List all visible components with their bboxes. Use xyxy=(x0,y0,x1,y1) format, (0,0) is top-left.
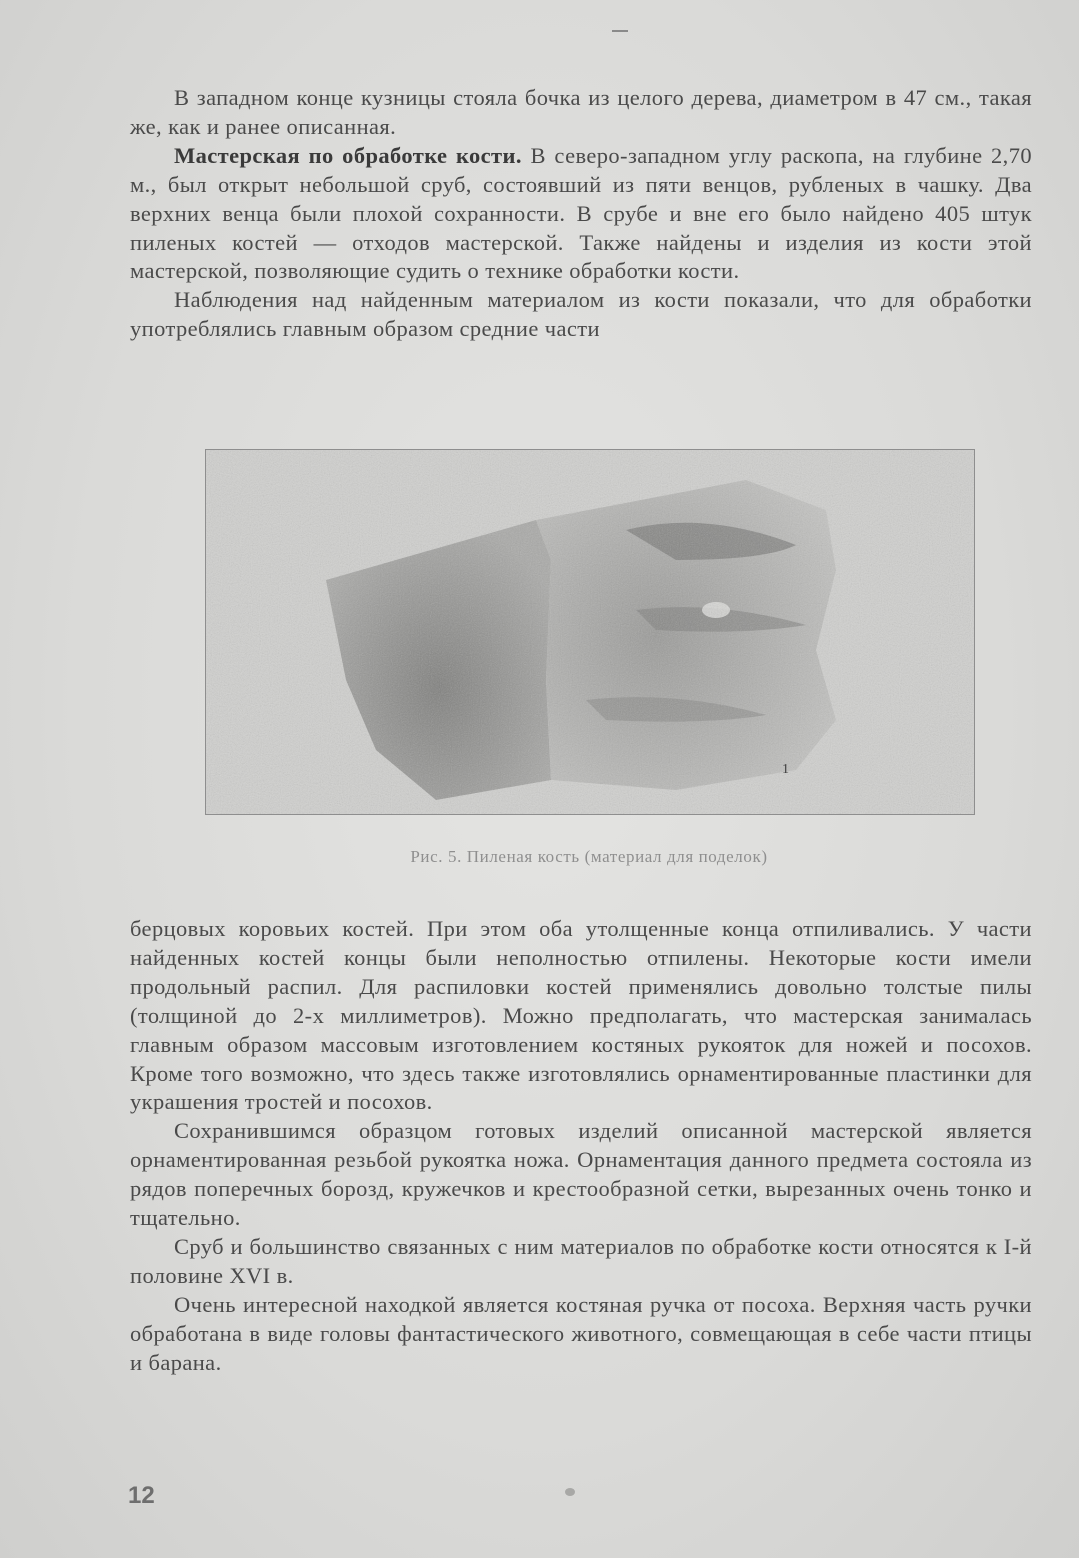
paragraph-staff-handle: Очень интересной находкой является костяная ручка от посоха. Верхняя часть ручки обработана в виде головы фантастического животного, совмещающая в себе части птицы и барана. xyxy=(130,1291,1032,1375)
paragraph-dating: Сруб и большинство связанных с ним материалов по обработке кости относятся к I-й половине XVI в. xyxy=(130,1233,1032,1288)
paragraph-forge-barrel: В западном конце кузницы стояла бочка из целого дерева, диаметром в 47 см., такая же, как и ранее описанная. xyxy=(130,85,1032,139)
paragraph-bone-workshop xyxy=(130,142,1032,287)
bottom-text-block xyxy=(130,915,1032,1378)
figure-sawn-bone-photo xyxy=(205,449,975,815)
paragraph-bone-workshop-body: В северо-западном углу раскопа, на глубине 2,70 м., был открыт небольшой сруб, состоявший из пяти венцов, рубленых в чашку. Два верхних венца были плохой сохранности. В срубе и вне его было найдено 405 штук пиленых костей — отходов мастерской. Также найдены и изделия из кости этой мастерской, позволяющие судить о технике обработки кости. xyxy=(130,142,1032,284)
top-text-block xyxy=(130,84,1032,344)
section-heading-bone-workshop: Мастерская по обработке кости. xyxy=(174,142,522,168)
page-number: 12 xyxy=(128,1482,155,1509)
sawn-bone-image xyxy=(206,450,974,814)
header-dash xyxy=(612,30,628,32)
figure-marker-label: 1 xyxy=(782,762,789,777)
paragraph-observations: Наблюдения над найденным материалом из кости показали, что для обработки употреблялись главным образом средние части xyxy=(130,287,1032,342)
paragraph-bone-sawing: берцовых коровьих костей. При этом оба утолщенные конца отпиливались. У части найденных костей концы были неполностью отпилены. Некоторые кости имели продольный распил. Для распиловки костей применялись довольно толстые пилы (толщиной до 2-х миллиметров). Можно предполагать, что мастерская занималась главным образом массовым изготовлением костяных рукояток для ножей и посохов. Кроме того возможно, что здесь также изготовлялись орнаментированные пластинки для украшения тростей и посохов. xyxy=(130,916,1032,1115)
figure-caption: Рис. 5. Пиленая кость (материал для поделок) xyxy=(410,847,768,866)
paragraph-knife-handle: Сохранившимся образцом готовых изделий описанной мастерской является орнаментированная резьбой рукоятка ножа. Орнаментация данного предмета состояла из рядов поперечных борозд, кружечков и крестообразной сетки, вырезанных очень тонко и тщательно. xyxy=(130,1118,1032,1231)
ink-smudge xyxy=(565,1488,575,1496)
